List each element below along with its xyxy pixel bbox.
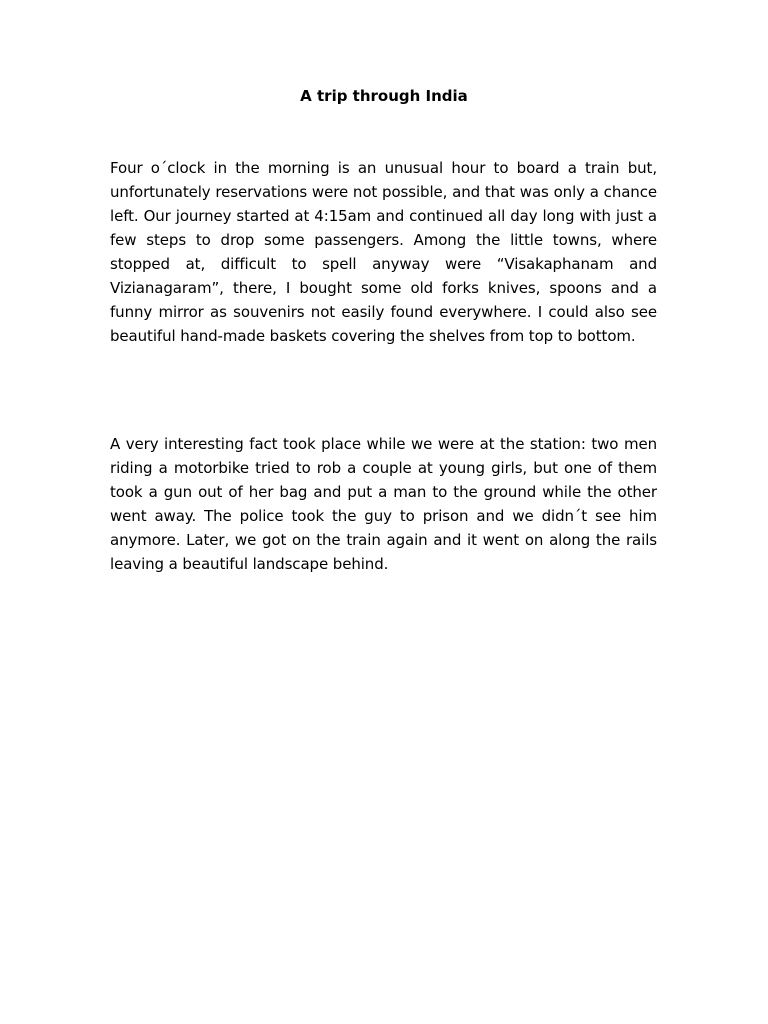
document-title: A trip through India xyxy=(300,87,468,105)
paragraph-2: A very interesting fact took place while we were at the station: two men riding a motorbike tried to rob a couple at young girls, but one of them took a gun out of her bag and put a man to the ground while the other went away. The police took the guy to prison and we didn´t see him anymore. Later, we got on the train again and it went on along the rails leaving a beautiful landscape behind. xyxy=(110,435,657,573)
paragraph-1: Four o´clock in the morning is an unusual hour to board a train but, unfortunately reservations were not possible, and that was only a chance left. Our journey started at 4:15am and continued all day long with just a few steps to drop some passengers. Among the little towns, where stopped at, difficult to spell anyway were “Visakaphanam and Vizianagaram”, there, I bought some old forks knives, spoons and a funny mirror as souvenirs not easily found everywhere. I could also see beautiful hand-made baskets covering the shelves from top to bottom. xyxy=(110,159,657,345)
